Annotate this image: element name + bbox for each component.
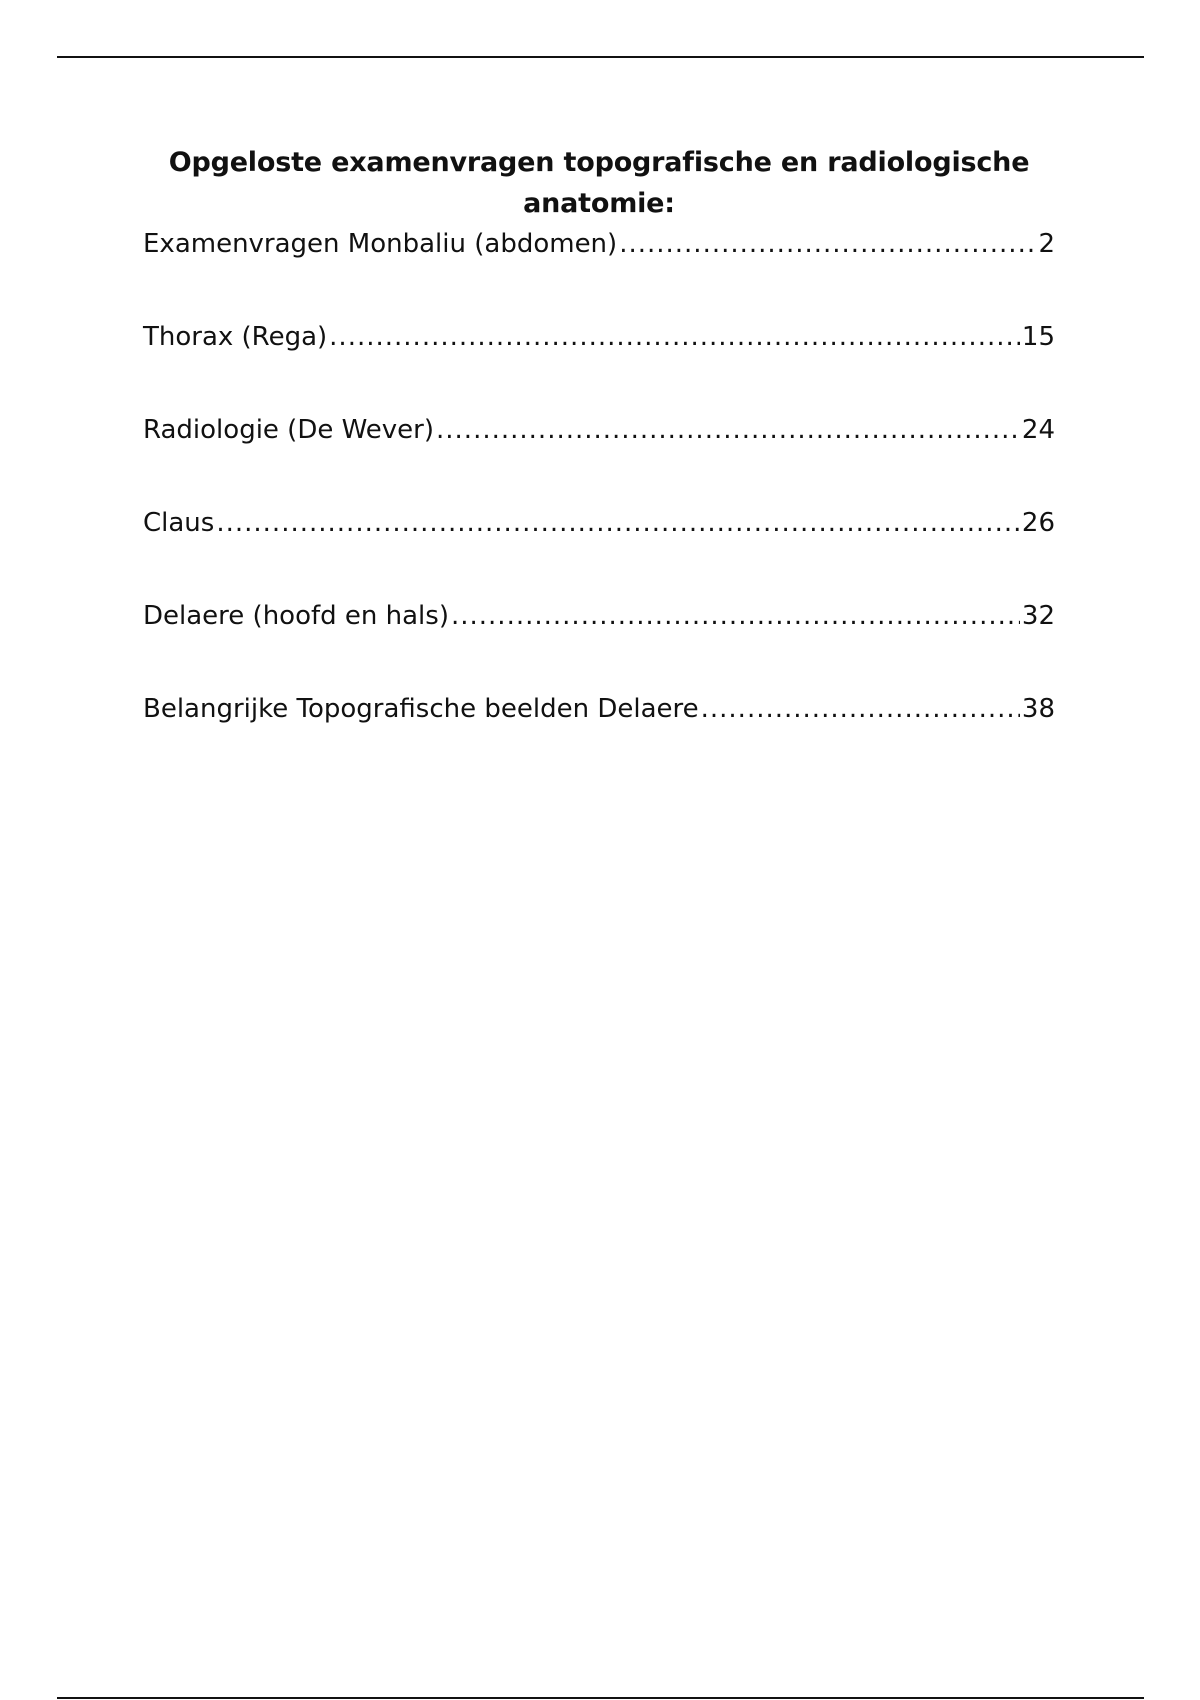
toc-entry-page: 24	[1021, 415, 1055, 445]
dot-leader	[436, 410, 1020, 450]
dot-leader	[619, 224, 1036, 264]
header-rule	[57, 56, 1144, 58]
toc-entry-topografische-beelden[interactable]	[143, 689, 1055, 729]
toc-entry-page: 2	[1038, 229, 1055, 259]
footer-rule	[57, 1697, 1144, 1699]
table-of-contents	[143, 142, 1055, 782]
toc-list	[143, 224, 1055, 729]
toc-entry-claus[interactable]	[143, 503, 1055, 543]
toc-entry-page: 26	[1021, 508, 1055, 538]
toc-entry-page: 32	[1021, 601, 1055, 631]
toc-entry-label: Claus	[143, 508, 215, 538]
dot-leader	[701, 689, 1020, 729]
dot-leader	[216, 503, 1020, 543]
toc-entry-label: Thorax (Rega)	[143, 322, 328, 352]
dot-leader	[329, 317, 1020, 357]
dot-leader	[451, 596, 1020, 636]
toc-entry-label: Delaere (hoofd en hals)	[143, 601, 449, 631]
toc-entry-page: 38	[1021, 694, 1055, 724]
document-title: Opgeloste examenvragen topografische en radiologische anatomie:	[168, 147, 1030, 219]
toc-entry-delaere[interactable]	[143, 596, 1055, 636]
toc-entry-monbaliu[interactable]	[143, 224, 1055, 264]
toc-entry-label: Belangrijke Topografische beelden Delaere	[143, 694, 699, 724]
toc-entry-label: Radiologie (De Wever)	[143, 415, 435, 445]
toc-entry-label: Examenvragen Monbaliu (abdomen)	[143, 229, 618, 259]
toc-entry-page: 15	[1021, 322, 1055, 352]
toc-entry-radiologie[interactable]	[143, 410, 1055, 450]
toc-entry-thorax[interactable]	[143, 317, 1055, 357]
